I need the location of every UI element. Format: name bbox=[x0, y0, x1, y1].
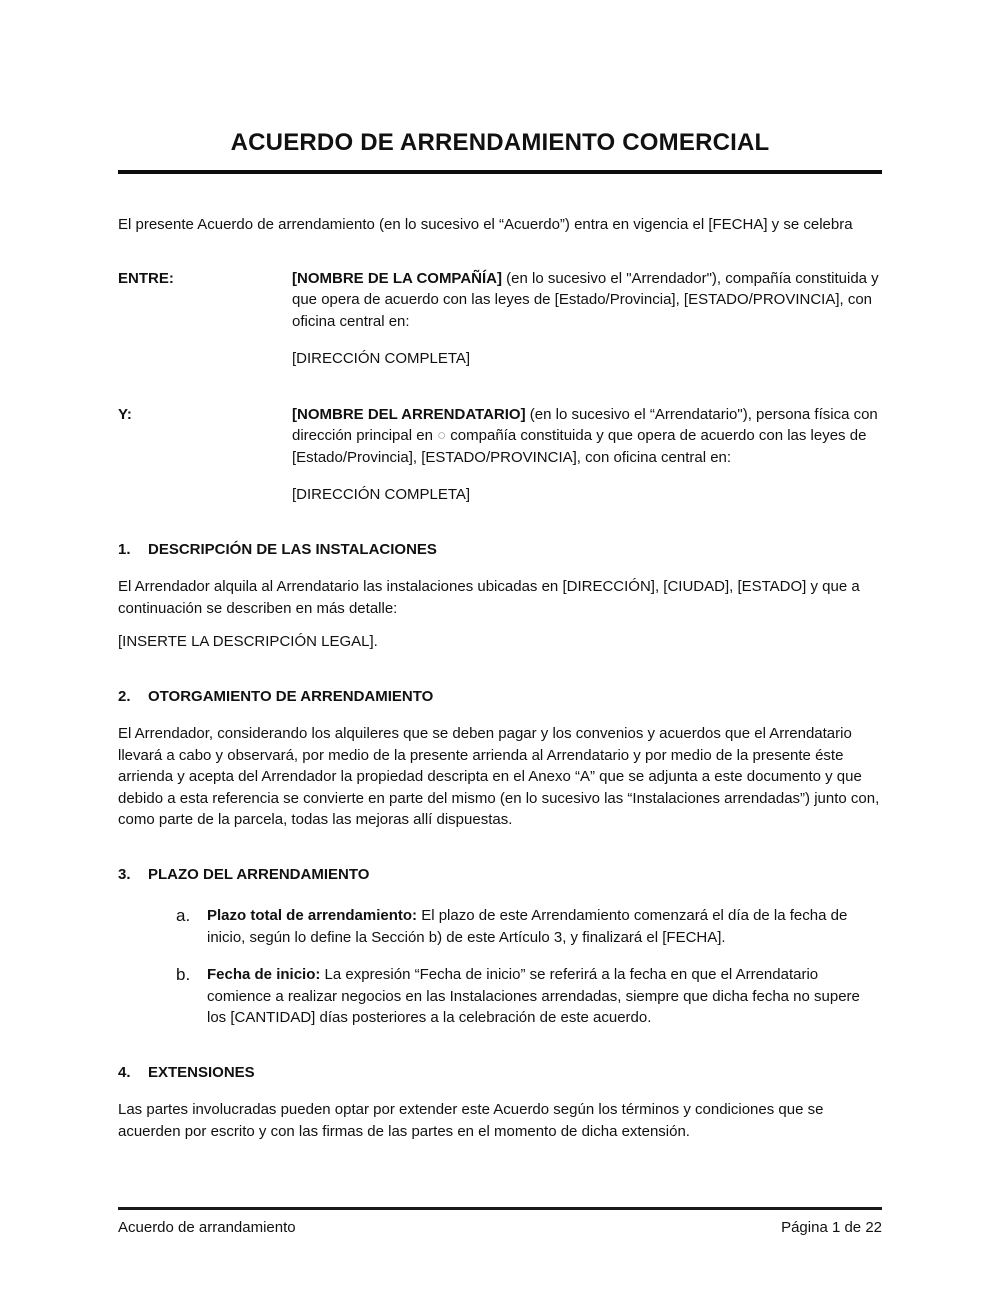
section-number: 4. bbox=[118, 1063, 131, 1081]
party-description-text: (en lo sucesivo el “Arrendatario"), persona física con dirección principal en bbox=[292, 405, 878, 444]
section-paragraph: El Arrendador, considerando los alquileres que se deben pagar y los convenios y acuerdos que el Arrendatario llevará a cabo y observará, por medio de la presente arrienda al Arrendatario y por medio de la presente éste arrienda y acepta del Arrendador la propiedad descripta en el Anexo “A” que se adjunta a este documento y que debido a esta referencia se convierte en parte del mismo (en lo sucesivo las “Instalaciones arrendadas”) junto con, como parte de la parcela, todas las mejoras allí dispuestas. bbox=[118, 725, 880, 828]
section-heading-text: DESCRIPCIÓN DE LAS INSTALACIONES bbox=[148, 540, 437, 558]
party-address-placeholder: [DIRECCIÓN COMPLETA] bbox=[292, 350, 471, 367]
party-name-placeholder: [NOMBRE DEL ARRENDATARIO] bbox=[292, 405, 526, 423]
option-circle-icon: ○ bbox=[437, 427, 447, 444]
page-title: ACUERDO DE ARRENDAMIENTO COMERCIAL bbox=[230, 129, 770, 156]
list-item-lead: Fecha de inicio: bbox=[207, 966, 321, 983]
party-block-y bbox=[118, 404, 882, 506]
list-item-body-text: La expresión “Fecha de inicio” se referirá a la fecha en que el Arrendatario comience a realizar negocios en las Instalaciones arrendadas, siempre que dicha fecha no supere los [CANTIDAD] días posteriores a la celebración de este acuerdo. bbox=[207, 966, 860, 1026]
section-heading bbox=[118, 539, 882, 561]
party-label-y: Y: bbox=[118, 405, 132, 423]
footer-page-number: Página 1 de 22 bbox=[781, 1219, 882, 1236]
section-4-extensiones bbox=[118, 1062, 882, 1143]
party-content-y bbox=[292, 404, 882, 506]
section-number: 3. bbox=[118, 865, 131, 883]
title-divider bbox=[118, 170, 882, 174]
party-description-text: (en lo sucesivo el "Arrendador"), compañía constituida y que opera de acuerdo con las leyes de [Estado/Provincia], [ESTADO/PROVINCIA], con oficina central en: bbox=[292, 269, 879, 330]
section-heading-text: EXTENSIONES bbox=[148, 1063, 255, 1081]
list-item-a bbox=[118, 905, 882, 948]
section-paragraph: El Arrendador alquila al Arrendatario las instalaciones ubicadas en [DIRECCIÓN], [CIUDAD], [ESTADO] y que a continuación se describen en más detalle: bbox=[118, 578, 860, 617]
legal-description-placeholder: [INSERTE LA DESCRIPCIÓN LEGAL]. bbox=[118, 633, 378, 650]
list-item-text bbox=[207, 964, 882, 1029]
party-content-entre bbox=[292, 268, 882, 370]
footer-row bbox=[118, 1217, 882, 1238]
party-block-entre bbox=[118, 268, 882, 370]
section-heading bbox=[118, 864, 882, 886]
list-item-text bbox=[207, 905, 882, 948]
party-description-entre bbox=[292, 268, 882, 333]
section-number: 1. bbox=[118, 540, 131, 558]
section-1-descripcion bbox=[118, 539, 882, 653]
list-item-body-text: El plazo de este Arrendamiento comenzará el día de la fecha de inicio, según lo define la Sección b) de este Artículo 3, y finalizará el [FECHA]. bbox=[207, 907, 848, 946]
list-marker: b. bbox=[176, 965, 191, 984]
section-heading bbox=[118, 686, 882, 708]
footer-divider bbox=[118, 1207, 882, 1210]
section-number: 2. bbox=[118, 687, 131, 705]
list-item-lead: Plazo total de arrendamiento: bbox=[207, 907, 418, 924]
page-footer bbox=[118, 1207, 882, 1238]
intro-paragraph: El presente Acuerdo de arrendamiento (en lo sucesivo el “Acuerdo”) entra en vigencia el [FECHA] y se celebra bbox=[118, 216, 853, 233]
party-name-placeholder: [NOMBRE DE LA COMPAÑÍA] bbox=[292, 269, 502, 287]
list-item-b bbox=[118, 964, 882, 1029]
list-marker: a. bbox=[176, 906, 191, 925]
section-heading bbox=[118, 1062, 882, 1084]
section-3-plazo bbox=[118, 864, 882, 1029]
footer-document-title: Acuerdo de arrandamiento bbox=[118, 1219, 296, 1236]
party-description-text: compañía constituida y que opera de acuerdo con las leyes de [Estado/Provincia], [ESTADO/PROVINCIA], con oficina central en: bbox=[292, 427, 867, 466]
section-paragraph: Las partes involucradas pueden optar por extender este Acuerdo según los términos y condiciones que se acuerden por escrito y con las firmas de las partes en el momento de dicha extensión. bbox=[118, 1101, 824, 1140]
party-address-placeholder: [DIRECCIÓN COMPLETA] bbox=[292, 486, 471, 503]
section-heading-text: PLAZO DEL ARRENDAMIENTO bbox=[148, 865, 370, 883]
section-2-otorgamiento bbox=[118, 686, 882, 831]
section-heading-text: OTORGAMIENTO DE ARRENDAMIENTO bbox=[148, 687, 434, 705]
party-label-entre: ENTRE: bbox=[118, 269, 174, 287]
party-description-y bbox=[292, 404, 882, 469]
